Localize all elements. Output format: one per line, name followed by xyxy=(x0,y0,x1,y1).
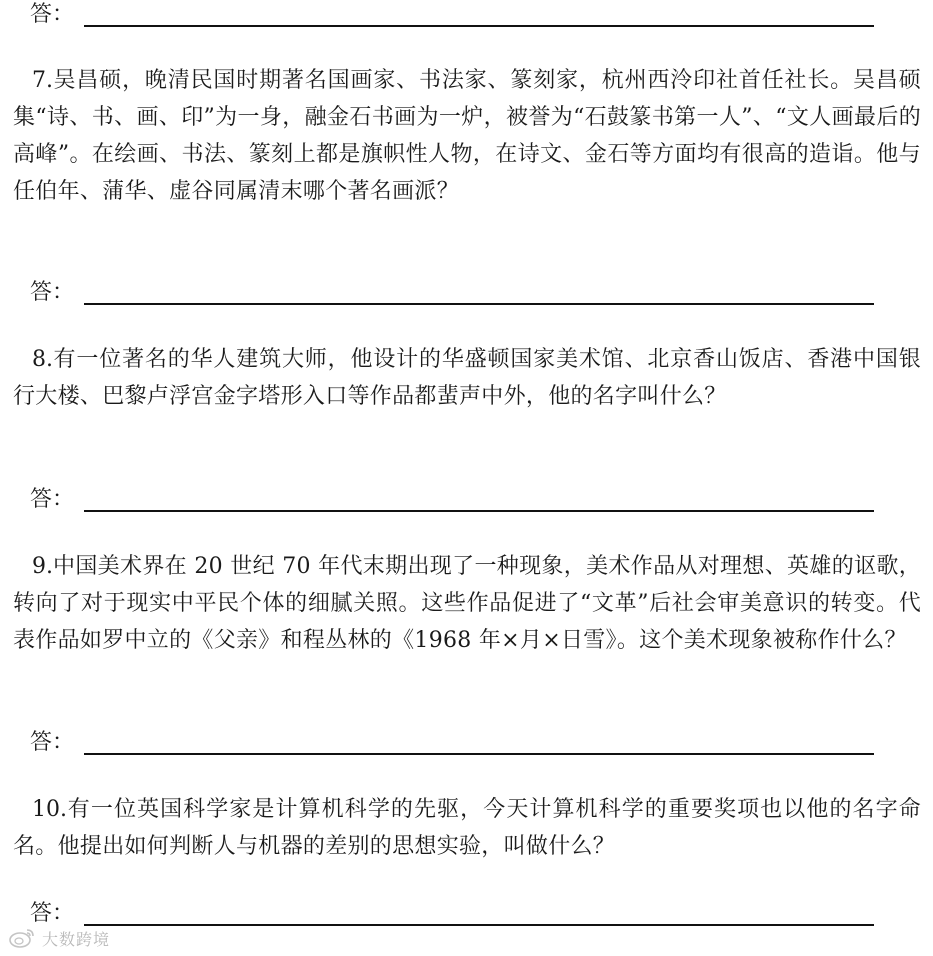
question-number: 10. xyxy=(32,797,67,822)
question-text: 有一位英国科学家是计算机科学的先驱，今天计算机科学的重要奖项也以他的名字命名。他提出如何判断人与机器的差别的思想实验，叫做什么？ xyxy=(13,797,921,859)
question-8 xyxy=(13,341,921,415)
question-text: 吴昌硕，晚清民国时期著名国画家、书法家、篆刻家，杭州西泠印社首任社长。吴昌硕集“诗、书、画、印”为一身，融金石书画为一炉，被誉为“石鼓篆书第一人”、“文人画最后的高峰”。在绘画、书法、篆刻上都是旗帜性人物，在诗文、金石等方面均有很高的造诣。他与任伯年、蒲华、虚谷同属清末哪个著名画派？ xyxy=(13,68,921,204)
answer-label: 答： xyxy=(30,901,75,926)
question-number: 9. xyxy=(32,554,53,579)
answer-blank-9[interactable] xyxy=(84,753,874,755)
answer-label: 答： xyxy=(30,487,75,512)
answer-row-9 xyxy=(30,728,850,758)
watermark xyxy=(8,925,110,951)
question-number: 8. xyxy=(32,347,53,372)
answer-row-6 xyxy=(30,0,850,30)
answer-label: 答： xyxy=(30,280,75,305)
question-10 xyxy=(13,791,921,865)
weibo-logo-icon xyxy=(8,927,36,949)
answer-row-8 xyxy=(30,485,850,515)
answer-row-10 xyxy=(30,899,850,929)
question-text: 中国美术界在 20 世纪 70 年代末期出现了一种现象，美术作品从对理想、英雄的讴歌，转向了对于现实中平民个体的细腻关照。这些作品促进了“文革”后社会审美意识的转变。代表作品如罗中立的《父亲》和程丛林的《1968 年×月×日雪》。这个美术现象被称作什么？ xyxy=(13,554,921,653)
answer-blank-8[interactable] xyxy=(84,510,874,512)
question-9 xyxy=(13,548,921,659)
answer-blank-6[interactable] xyxy=(84,25,874,27)
question-7 xyxy=(13,62,921,210)
answer-label: 答： xyxy=(30,2,75,27)
answer-blank-10[interactable] xyxy=(84,924,874,926)
answer-blank-7[interactable] xyxy=(84,303,874,305)
answer-label: 答： xyxy=(30,730,75,755)
answer-row-7 xyxy=(30,278,850,308)
watermark-text: 大数跨境 xyxy=(42,929,111,949)
question-text: 有一位著名的华人建筑大师，他设计的华盛顿国家美术馆、北京香山饭店、香港中国银行大楼、巴黎卢浮宫金字塔形入口等作品都蜚声中外，他的名字叫什么？ xyxy=(13,347,921,409)
question-number: 7. xyxy=(32,68,53,93)
